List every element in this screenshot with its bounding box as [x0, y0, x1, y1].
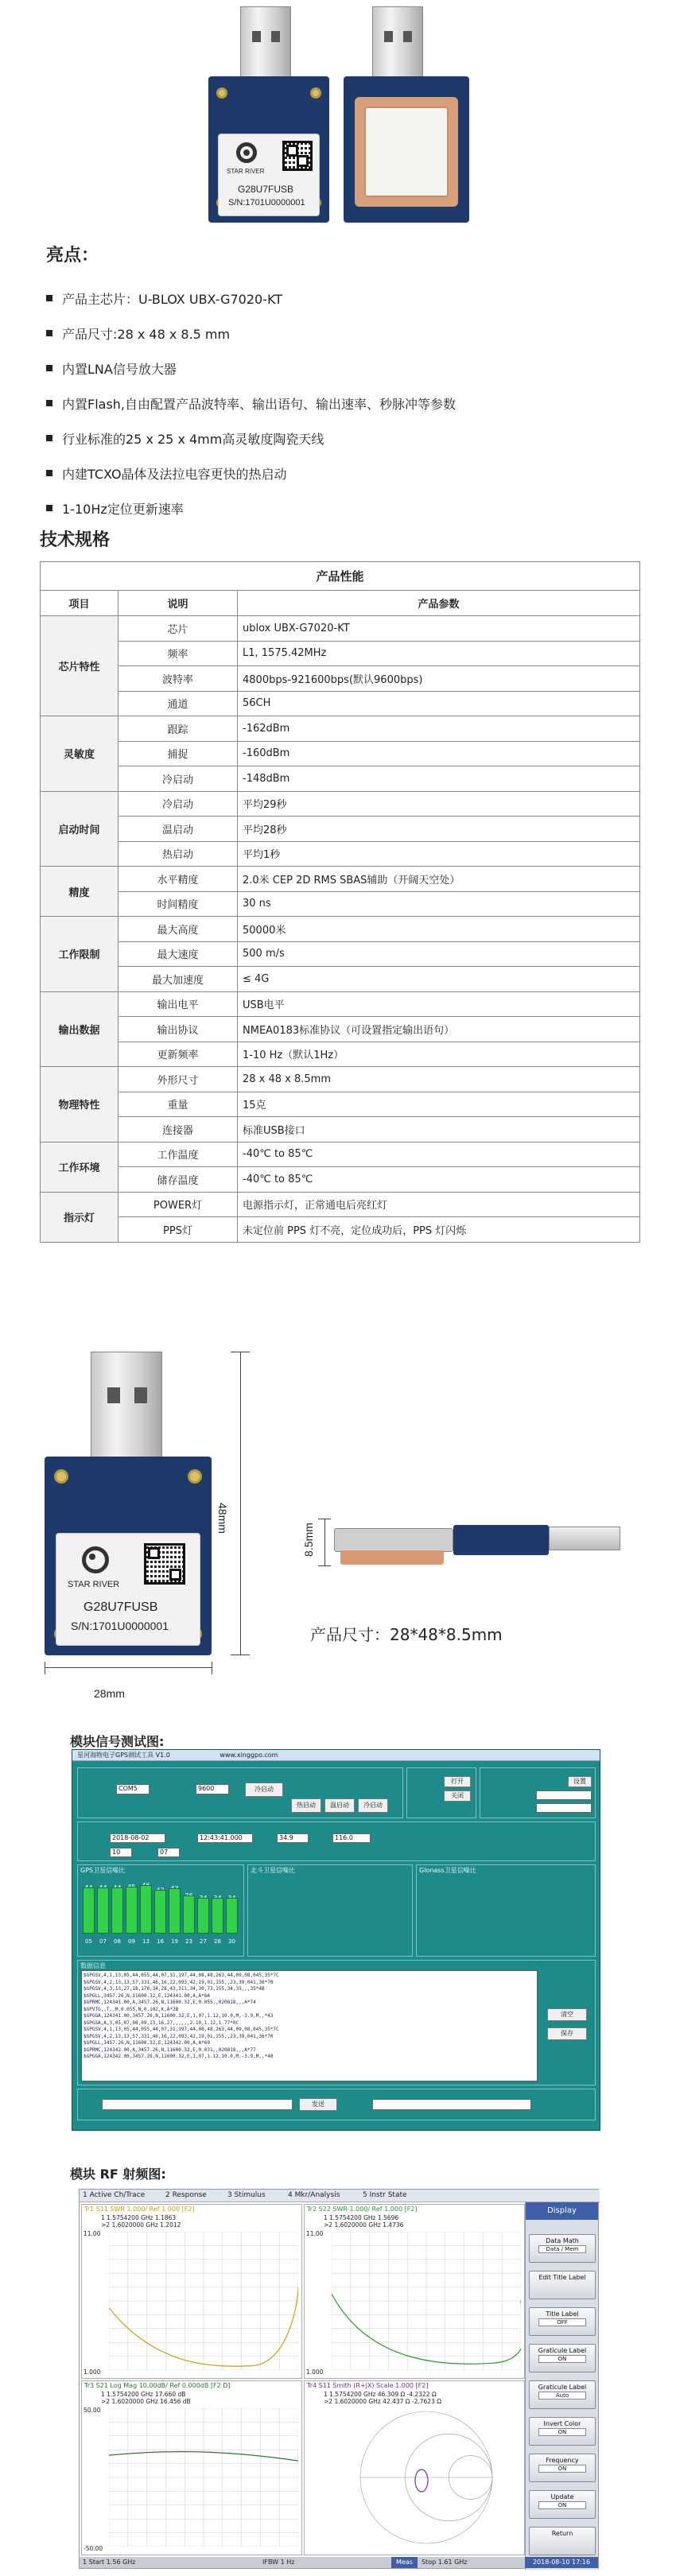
softkey-button[interactable]	[529, 2234, 596, 2263]
spec-row	[41, 1192, 640, 1217]
spec-row	[41, 666, 640, 692]
highlights-section	[46, 242, 651, 526]
send-panel	[77, 2089, 596, 2120]
highlight-item: 产品尺寸:28 x 48 x 8.5 mm	[46, 316, 651, 351]
trace-panel[interactable]	[304, 2204, 525, 2379]
snr-prn-label: 28	[214, 1938, 221, 1945]
spec-row	[41, 941, 640, 967]
label-brand: STAR RIVER	[68, 1580, 120, 1589]
spec-table	[40, 561, 640, 1243]
spec-value: 15克	[238, 1092, 640, 1117]
snr-prn-label: 23	[185, 1938, 192, 1945]
spec-row	[41, 967, 640, 992]
spec-item: 频率	[118, 641, 238, 666]
glonass-snr-panel: Glonass卫星信噪比	[416, 1864, 596, 1957]
axis-top-label: 11.00	[306, 2230, 324, 2237]
star-river-logo-icon	[82, 1546, 109, 1573]
warm-start-button[interactable]: 温启动	[324, 1798, 355, 1813]
save-button[interactable]: 保存	[547, 2027, 587, 2040]
menu-item[interactable]: 2 Response	[165, 2191, 207, 2199]
spec-row	[41, 1017, 640, 1042]
spec-item: POWER灯	[118, 1192, 238, 1217]
log-line: $GPGSV,4,1,13,05,44,055,44,07,31,197,44,08,48,263,44,09,08,045,35*7C	[84, 1973, 279, 1978]
spec-value: 平均1秒	[238, 841, 640, 867]
spec-row	[41, 841, 640, 867]
qr-code-icon	[144, 1543, 185, 1585]
spec-group-name: 精度	[41, 867, 118, 917]
log-line: $GPGGA,124342.00,3457.26,N,11600.32,E,1,07,1.12,10.0,M,-3.9,M,,*40	[84, 2054, 274, 2059]
serial-panel	[77, 1767, 403, 1818]
spec-value: L1, 1575.42MHz	[238, 641, 640, 666]
spec-value: 4800bps-921600bps(默认9600bps)	[238, 666, 640, 692]
snr-prn-label: 09	[128, 1938, 135, 1945]
spec-value: NMEA0183标准协议（可设置指定输出语句）	[238, 1017, 640, 1042]
snr-bar	[197, 1898, 209, 1934]
trace-plot	[109, 2408, 298, 2547]
vna-window	[79, 2189, 599, 2569]
spec-value: -40℃ to 85℃	[238, 1167, 640, 1193]
label-model: G28U7FUSB	[238, 184, 294, 195]
spec-row	[41, 991, 640, 1017]
snr-bar	[183, 1895, 195, 1934]
cold-start-button[interactable]: 冷启动	[358, 1798, 388, 1813]
bd-snr-panel: 北斗卫星信噪比	[247, 1864, 413, 1957]
spec-row	[41, 917, 640, 942]
softkey-value: Data / Mem	[538, 2245, 586, 2253]
log-line: $GPGLL,3457.26,N,11600.32,E,124341.00,A,A*6A	[84, 1992, 210, 1999]
spec-item: 时间精度	[118, 891, 238, 917]
log-line: $GPGSA,A,3,05,07,08,09,13,16,27,,,,,,2.10,1.12,1.77*0C	[84, 2019, 239, 2026]
spec-row	[41, 616, 640, 642]
softkey-value: ON	[538, 2355, 586, 2363]
softkey-label: Data Math	[546, 2237, 579, 2244]
spec-value: 1-10 Hz（默认1Hz）	[238, 1042, 640, 1067]
spec-item: 最大高度	[118, 917, 238, 942]
spec-value: 2.0米 CEP 2D RMS SBAS辅助（开阔天空处）	[238, 867, 640, 892]
spec-item: 温启动	[118, 817, 238, 842]
axis-bottom-label: 1.000	[306, 2368, 324, 2376]
bullet-icon	[46, 295, 52, 301]
snr-prn-label: 07	[99, 1938, 107, 1945]
softkey-value: OFF	[538, 2318, 586, 2326]
module-pcb-dim	[45, 1457, 212, 1655]
module-label-dim	[56, 1533, 200, 1646]
spec-row	[41, 1117, 640, 1143]
time-field: 12:43:41.000	[197, 1833, 253, 1843]
snr-bar	[154, 1890, 166, 1934]
spec-item: 输出电平	[118, 991, 238, 1017]
snr-bar	[169, 1888, 181, 1934]
position-panel	[77, 1821, 596, 1861]
spec-item: 水平精度	[118, 867, 238, 892]
spec-item: 捕捉	[118, 741, 238, 766]
spec-header-param: 产品参数	[238, 591, 640, 616]
usb-plug-back	[372, 6, 423, 80]
spec-item: 冷启动	[118, 766, 238, 792]
highlight-item: 内置Flash,自由配置产品波特率、输出语句、输出速率、秒脉冲等参数	[46, 386, 651, 421]
usb-plug-dim	[91, 1352, 162, 1461]
spec-row	[41, 1042, 640, 1067]
date-field: 2018-08-02	[110, 1833, 165, 1843]
log-line: $GPGLL,3457.26,N,11600.32,E,124342.00,A,A*69	[84, 2040, 210, 2046]
marker-readout: 1 1.5754200 GHz 46.309 Ω -4.2322 Ω	[324, 2391, 437, 2398]
spec-value: 平均29秒	[238, 791, 640, 817]
spec-item: PPS灯	[118, 1217, 238, 1243]
spec-item: 最大速度	[118, 941, 238, 967]
side-view-module	[334, 1515, 620, 1571]
softkey-button[interactable]	[529, 2454, 596, 2482]
spec-row	[41, 766, 640, 792]
axis-bottom-label: -50.00	[84, 2545, 103, 2552]
spec-item: 储存温度	[118, 1167, 238, 1193]
test-section-title: 模块信号测试图:	[70, 1734, 165, 1749]
softkey-button[interactable]	[529, 2344, 596, 2372]
hot-start-button[interactable]: 热启动	[291, 1798, 321, 1813]
spec-group-name: 芯片特性	[41, 616, 118, 716]
log-line: $GPGSV,4,1,13,05,44,055,44,07,31,197,44,08,48,263,44,09,08,045,35*7C	[84, 2027, 279, 2032]
softkey-button[interactable]	[529, 2417, 596, 2446]
highlight-item: 内建TCXO晶体及法拉电容更快的热启动	[46, 456, 651, 491]
softkey-button[interactable]	[529, 2271, 596, 2299]
spec-value: -148dBm	[238, 766, 640, 792]
spec-row	[41, 791, 640, 817]
spec-value: -40℃ to 85℃	[238, 1142, 640, 1167]
spec-row	[41, 1167, 640, 1193]
trace-panel[interactable]	[81, 2204, 302, 2379]
softkey-label: Invert Color	[543, 2420, 581, 2427]
marker-readout: >2 1.6020000 GHz 42.437 Ω -2.7623 Ω	[324, 2398, 441, 2405]
module-label	[218, 134, 320, 216]
bullet-icon	[46, 365, 52, 371]
sats-field: 07	[157, 1848, 180, 1857]
axis-bottom-label: 1.000	[84, 2368, 101, 2376]
spec-item: 通道	[118, 691, 238, 716]
spec-header-item: 项目	[41, 591, 118, 616]
softkey-label: Graticule Label	[538, 2384, 587, 2391]
product-photo-top	[208, 6, 469, 223]
snr-chart	[83, 1876, 240, 1945]
setting-field-2[interactable]	[536, 1803, 592, 1813]
close-button[interactable]: 关闭	[444, 1790, 471, 1802]
spec-item: 重量	[118, 1092, 238, 1117]
highlight-item: 1-10Hz定位更新速率	[46, 491, 651, 526]
vna-date: 2018-08-10 17:16	[525, 2557, 598, 2568]
snr-prn-label: 05	[85, 1938, 92, 1945]
label-sn: S/N:1701U0000001	[71, 1620, 169, 1632]
spec-item: 热启动	[118, 841, 238, 867]
log-line: $GPRMC,124342.00,A,3457.26,N,11600.32,E,0.031,,020818,,,A*77	[84, 2046, 256, 2053]
spec-value: USB电平	[238, 991, 640, 1017]
highlight-item: 产品主芯片：U-BLOX UBX-G7020-KT	[46, 281, 651, 316]
thickness-dimension-label: 8.5mm	[302, 1523, 315, 1557]
snr-bar	[140, 1885, 152, 1934]
spec-item: 芯片	[118, 616, 238, 642]
alt-field: 10	[110, 1848, 132, 1857]
log-line: $GPGSV,4,2,13,13,57,331,46,16,22,093,42,19,01,155,,23,39,041,36*70	[84, 2033, 274, 2039]
menu-item[interactable]: 4 Mkr/Analysis	[288, 2191, 340, 2199]
trace-panel[interactable]	[304, 2380, 525, 2555]
spec-section-title: 技术规格	[40, 530, 111, 550]
spec-group-name: 启动时间	[41, 791, 118, 867]
setting-field-1[interactable]	[536, 1790, 592, 1800]
set-button[interactable]: 设置	[568, 1776, 592, 1787]
spec-group-name: 工作环境	[41, 1142, 118, 1192]
spec-value: 30 ns	[238, 891, 640, 917]
module-pcb-back	[344, 76, 469, 223]
snr-bar	[97, 1887, 109, 1934]
size-caption: 产品尺寸：28*48*8.5mm	[310, 1625, 503, 1644]
log-line: $GPGSV,4,3,13,27,18,178,34,28,43,311,34,30,73,155,34,33,,,35*4B	[84, 1986, 265, 1992]
softkey-value: Auto	[538, 2392, 586, 2399]
spec-value: ublox UBX-G7020-KT	[238, 616, 640, 642]
send-input[interactable]	[102, 2099, 293, 2110]
gps-test-tool-window	[72, 1749, 600, 2131]
clear-button[interactable]: 清空	[547, 2008, 587, 2021]
snr-prn-label: 27	[200, 1938, 207, 1945]
softkey-button[interactable]	[529, 2307, 596, 2336]
label-sn: S/N:1701U0000001	[228, 198, 305, 208]
bullet-icon	[46, 435, 52, 441]
spec-row	[41, 891, 640, 917]
label-model: G28U7FUSB	[84, 1600, 158, 1614]
smith-chart	[332, 2408, 521, 2547]
log-line: $GPRMC,124341.00,A,3457.26,N,11600.32,E,0.055,,020818,,,A*74	[84, 2000, 256, 2005]
spec-row	[41, 1092, 640, 1117]
softkey-label: Edit Title Label	[538, 2274, 586, 2281]
qr-code-icon	[282, 141, 313, 171]
spec-value: 500 m/s	[238, 941, 640, 967]
spec-item: 工作温度	[118, 1142, 238, 1167]
label-brand: STAR RIVER	[227, 168, 265, 175]
snr-prn-label: 13	[142, 1938, 150, 1945]
spec-group-name: 物理特性	[41, 1067, 118, 1143]
lon-field: 116.0	[332, 1833, 371, 1843]
vna-softkey-panel	[525, 2202, 598, 2570]
spec-row	[41, 1067, 640, 1092]
highlights-title: 亮点：	[46, 246, 99, 266]
spec-item: 冷启动	[118, 791, 238, 817]
spec-item: 外形尺寸	[118, 1067, 238, 1092]
height-dimension-label: 48mm	[216, 1503, 229, 1534]
spec-value: 未定位前 PPS 灯不亮，定位成功后，PPS 灯闪烁	[238, 1217, 640, 1243]
snr-bar	[126, 1887, 138, 1934]
spec-row	[41, 716, 640, 742]
bullet-icon	[46, 330, 52, 336]
trace-header: Tr1 S11 SWR 1.000/ Ref 1.000 [F2]	[84, 2206, 195, 2213]
spec-row	[41, 1142, 640, 1167]
spec-value: 50000米	[238, 917, 640, 942]
rf-section-title: 模块 RF 射频图:	[70, 2167, 166, 2182]
vna-meas-badge: Meas	[391, 2557, 418, 2568]
softkey-button[interactable]	[529, 2490, 596, 2519]
spec-item: 最大加速度	[118, 967, 238, 992]
snr-bar	[212, 1898, 223, 1934]
marker-readout: 1 1.5754200 GHz 1.1863	[101, 2214, 177, 2221]
bullet-icon	[46, 400, 52, 406]
trace-plot	[109, 2232, 298, 2370]
width-dimension-label: 28mm	[94, 1687, 125, 1700]
menu-item[interactable]: 3 Stimulus	[227, 2191, 266, 2199]
vna-menu-bar	[80, 2190, 600, 2202]
log-line: $GPVTG,,T,,M,0.055,N,0.102,K,A*2B	[84, 2006, 179, 2012]
spec-value: -162dBm	[238, 716, 640, 742]
menu-item[interactable]: 1 Active Ch/Trace	[83, 2191, 146, 2199]
gps-snr-panel: GPS卫星信噪比 05 07 08 09 13 16 19 23 27 28 30	[77, 1864, 244, 1957]
marker-readout: >2 1.6020000 GHz 1.4736	[324, 2221, 404, 2229]
spec-group-name: 指示灯	[41, 1192, 118, 1242]
bullet-icon	[46, 505, 52, 511]
spec-group-name: 工作限制	[41, 917, 118, 992]
log-panel: 数据信息 $GPGSV,4,1,13,05,44,055,44,07,31,197,44,08,48,263,44,09,08,045,35*7C $GPGSV,4,2,13,13,57,331,46,16,22,093,42,19,01,155,,23,39,041,36*70 $GPGSV,4,3,13,27,18,178,34,28,43,311,34,30,73,155,34,33,,,35*4B $GPGLL,3457.26,N,11600.32,E,124341.00,A,A*6A $GPRMC,124341.00,A,3457.26,N,11600.32,E,0.055,,020818,,,A*74 $GPVTG,,T,,M,0.055,N,0.102,K,A*2B $GPGGA,124341.00,3457.26,N,11600.32,E,1,07,1.12,10.0,M,-3.9,M,,*43 $GPGSA,A,3,05,07,08,09,13,16,27,,,,,,2.10,1.12,1.77*0C $GPGSV,4,1,13,05,44,055,44,07,31,197,44,08,48,263,44,09,08,045,35*7C $GPGSV,4,2,13,13,57,331,46,16,22,093,42,19,01,155,,23,39,041,36*70 $GPGLL,3457.26,N,11600.32,E,124342.00,A,A*69 $GPRMC,124342.00,A,3457.26,N,11600.32,E,0.031,,020818,,,A*77 $GPGGA,124342.00,3457.26,N,11600.32,E,1,07,1.12,10.0,M,-3.9,M,,*40 清空 保存	[77, 1960, 596, 2085]
softkey-value: ON	[538, 2428, 586, 2436]
softkey-label: Frequency	[546, 2457, 579, 2464]
setting-panel	[480, 1767, 596, 1818]
marker-readout: 1 1.5754200 GHz 17.660 dB	[101, 2391, 186, 2398]
menu-item[interactable]: 5 Instr State	[363, 2191, 407, 2199]
spec-group-name: 灵敏度	[41, 716, 118, 792]
snr-bar	[83, 1887, 95, 1934]
spec-row	[41, 641, 640, 666]
send-input-2[interactable]	[372, 2099, 531, 2110]
snr-bar	[226, 1898, 238, 1934]
marker-readout: 1 1.5754200 GHz 1.5696	[324, 2214, 399, 2221]
highlight-item: 内置LNA信号放大器	[46, 351, 651, 386]
dimension-drawing	[32, 1352, 652, 1654]
spec-value: 平均28秒	[238, 817, 640, 842]
highlight-item: 行业标准的25 x 25 x 4mm高灵敏度陶瓷天线	[46, 421, 651, 456]
softkey-label: Return	[551, 2530, 573, 2537]
spec-item: 连接器	[118, 1117, 238, 1143]
trace-header: Tr2 S22 SWR 1.000/ Ref 1.000 [F2]	[307, 2206, 418, 2213]
trace-panel[interactable]	[81, 2380, 302, 2555]
spec-item: 更新频率	[118, 1042, 238, 1067]
spec-group-name: 输出数据	[41, 991, 118, 1067]
softkey-button[interactable]	[529, 2380, 596, 2409]
trace-plot	[332, 2232, 521, 2370]
log-line: $GPGGA,124341.00,3457.26,N,11600.32,E,1,07,1.12,10.0,M,-3.9,M,,*43	[84, 2013, 274, 2019]
display-softkey-title: Display	[526, 2202, 598, 2220]
spec-row	[41, 817, 640, 842]
marker-readout: >2 1.6020000 GHz 1.2012	[101, 2221, 181, 2229]
spec-caption: 产品性能	[41, 562, 640, 591]
spec-value: 标准USB接口	[238, 1117, 640, 1143]
softkey-label: Title Label	[546, 2310, 579, 2318]
window-titlebar: 星河海物电子GPS测试工具 V1.0 www.xinggpo.com	[72, 1750, 600, 1761]
spec-value: -160dBm	[238, 741, 640, 766]
nmea-log[interactable]	[81, 1970, 538, 2081]
softkey-value: ON	[538, 2501, 586, 2509]
snr-prn-label: 30	[228, 1938, 235, 1945]
softkey-label: Graticule Label	[538, 2347, 587, 2354]
send-button[interactable]: 发送	[299, 2098, 337, 2111]
snr-bar	[111, 1887, 123, 1934]
axis-top-label: 50.00	[84, 2407, 101, 2414]
spec-header-desc: 说明	[118, 591, 238, 616]
snr-prn-label: 19	[171, 1938, 178, 1945]
port-select[interactable]: COM5	[116, 1784, 150, 1794]
module-pcb-front	[208, 76, 329, 223]
spec-item: 波特率	[118, 666, 238, 692]
spec-row	[41, 867, 640, 892]
spec-value: 28 x 48 x 8.5mm	[238, 1067, 640, 1092]
connect-panel	[406, 1767, 476, 1818]
star-river-logo-icon	[236, 142, 257, 163]
trace-header: Tr4 S11 Smith (R+jX) Scale 1.000 [F2]	[307, 2382, 429, 2389]
softkey-value: ON	[538, 2465, 586, 2473]
softkey-label: Update	[550, 2493, 574, 2500]
spec-row	[41, 691, 640, 716]
bullet-icon	[46, 470, 52, 476]
ceramic-antenna	[355, 97, 458, 207]
baud-select[interactable]: 9600	[196, 1784, 229, 1794]
trace-area	[81, 2204, 525, 2557]
spec-value: 56CH	[238, 691, 640, 716]
open-button[interactable]: 打开	[444, 1776, 471, 1787]
lat-field: 34.9	[277, 1833, 309, 1843]
snr-prn-label: 08	[114, 1938, 121, 1945]
snr-prn-label: 16	[157, 1938, 164, 1945]
spec-row	[41, 1217, 640, 1243]
cold-start-button-top[interactable]: 冷启动	[245, 1783, 283, 1797]
spec-value: 电源指示灯，正常通电后亮红灯	[238, 1192, 640, 1217]
log-line: $GPGSV,4,2,13,13,57,331,46,16,22,093,42,19,01,155,,23,39,041,36*70	[84, 1979, 274, 1985]
spec-row	[41, 741, 640, 766]
marker-readout: >2 1.6020000 GHz 16.456 dB	[101, 2398, 191, 2405]
usb-plug-front	[240, 6, 291, 80]
spec-item: 输出协议	[118, 1017, 238, 1042]
vna-status-bar: 1 Start 1.56 GHz IFBW 1 Hz Stop 1.61 GHz	[80, 2557, 526, 2568]
softkey-button[interactable]	[529, 2527, 596, 2555]
trace-header: Tr3 S21 Log Mag 10.00dB/ Ref 0.000dB [F2 D]	[84, 2382, 231, 2389]
axis-top-label: 11.00	[84, 2230, 101, 2237]
spec-value: ≤ 4G	[238, 967, 640, 992]
spec-item: 跟踪	[118, 716, 238, 742]
